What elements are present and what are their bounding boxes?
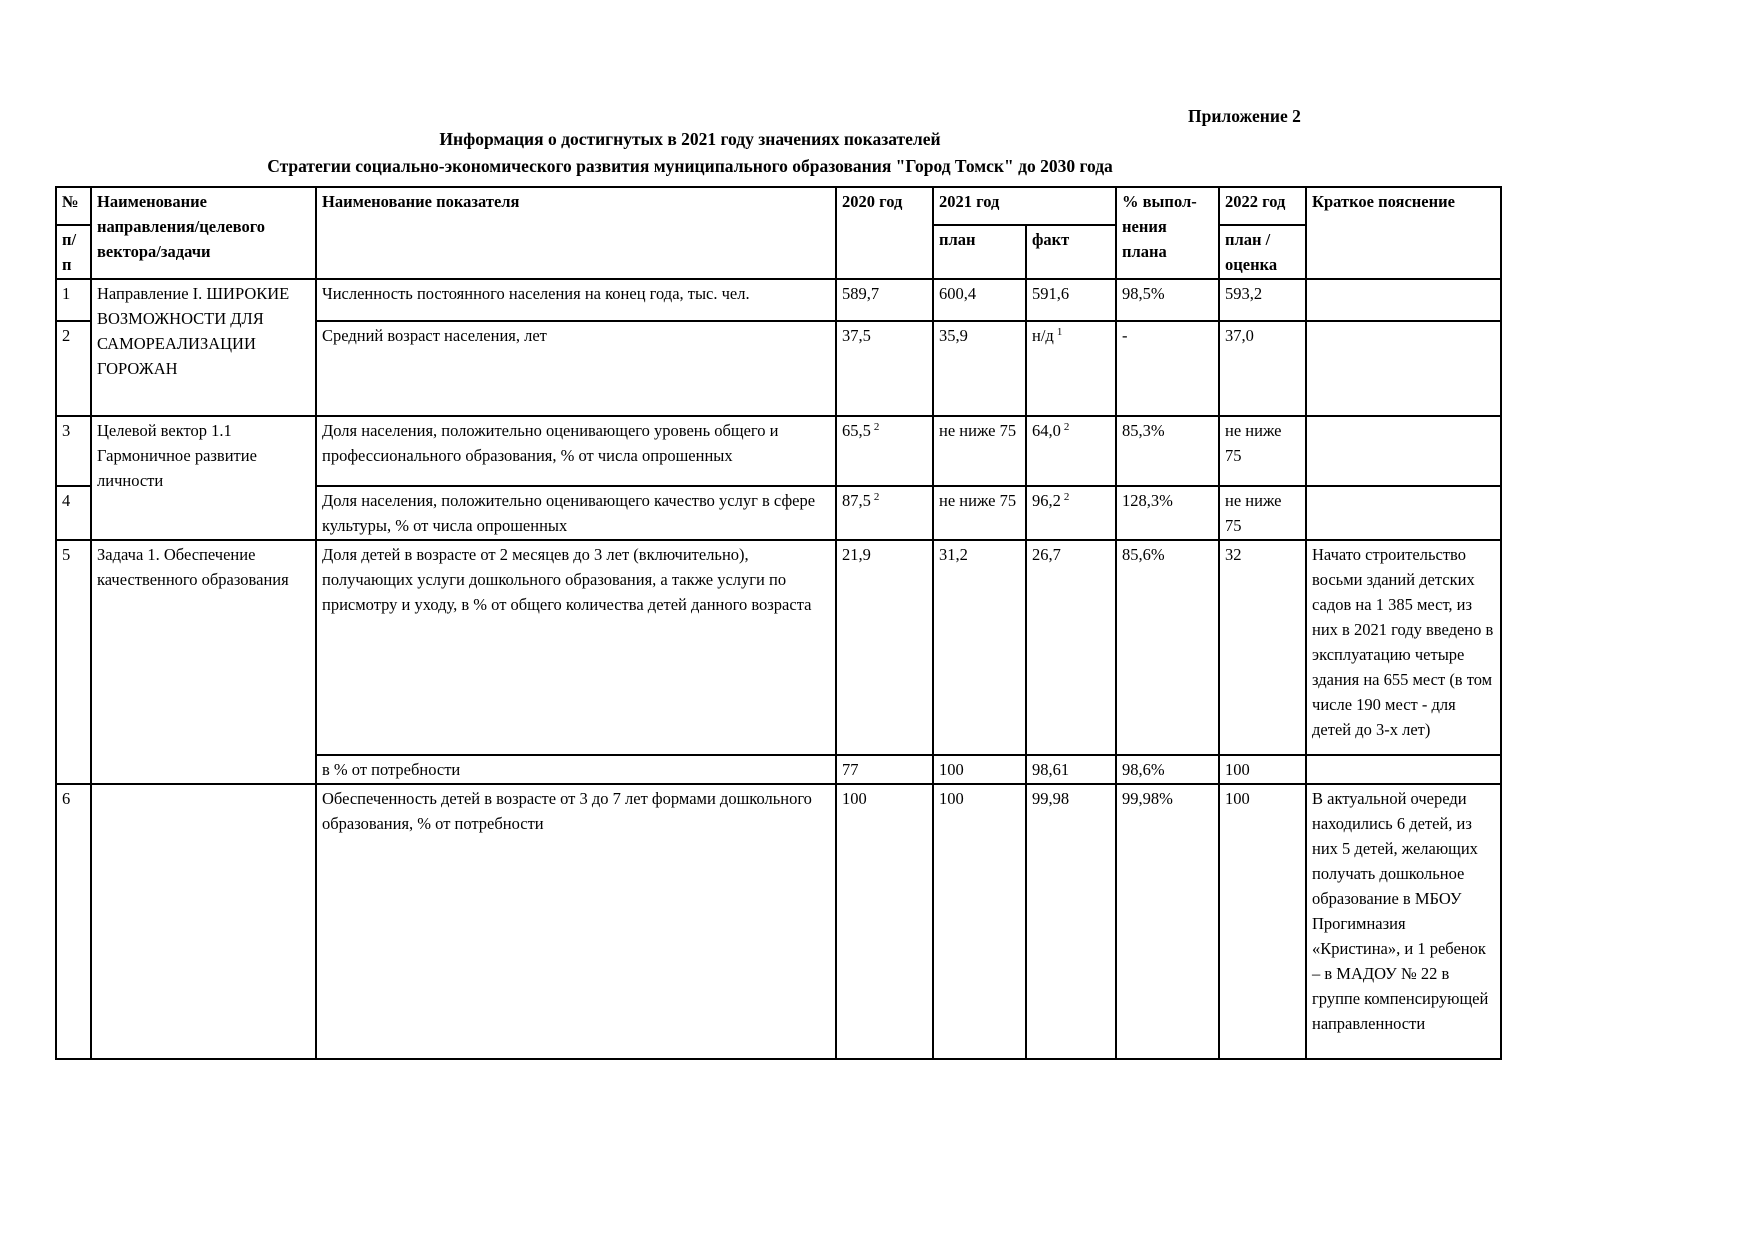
pct-cell: 98,5% bbox=[1116, 279, 1219, 321]
row-num-cell: 6 bbox=[56, 784, 91, 1059]
fact-2021-cell: 98,61 bbox=[1026, 755, 1116, 784]
plan-2021-cell: 100 bbox=[933, 755, 1026, 784]
pct-cell: - bbox=[1116, 321, 1219, 416]
row-num-cell: 3 bbox=[56, 416, 91, 486]
row-num-cell: 4 bbox=[56, 486, 91, 540]
pct-cell: 85,3% bbox=[1116, 416, 1219, 486]
table-row bbox=[56, 540, 1501, 755]
document-title bbox=[55, 126, 1325, 180]
indicator-cell: в % от потребности bbox=[316, 755, 836, 784]
indicator-cell: Обеспеченность детей в возрасте от 3 до 7 лет формами дошкольного образования, % от потребности bbox=[316, 784, 836, 1059]
title-line-2: Стратегии социально-экономического развития муниципального образования "Город Томск" до 2030 года bbox=[267, 156, 1113, 176]
value-2020-cell: 100 bbox=[836, 784, 933, 1059]
value-2020-cell: 589,7 bbox=[836, 279, 933, 321]
plan-2021-cell: 600,4 bbox=[933, 279, 1026, 321]
note-cell bbox=[1306, 321, 1501, 416]
col-header-2020: 2020 год bbox=[836, 187, 933, 279]
value-2022-cell: не ниже 75 bbox=[1219, 416, 1306, 486]
plan-2021-cell: не ниже 75 bbox=[933, 486, 1026, 540]
title-line-1: Информация о достигнутых в 2021 году значениях показателей bbox=[439, 129, 941, 149]
row-num-cell: 5 bbox=[56, 540, 91, 784]
fact-2021-cell: 26,7 bbox=[1026, 540, 1116, 755]
value-2022-cell: 32 bbox=[1219, 540, 1306, 755]
note-cell bbox=[1306, 486, 1501, 540]
col-header-indicator: Наименование показателя bbox=[316, 187, 836, 279]
pct-cell: 99,98% bbox=[1116, 784, 1219, 1059]
note-cell: Начато строительство восьми зданий детских садов на 1 385 мест, из них в 2021 году введено в эксплуатацию четыре здания на 655 мест (в том числе 190 мест - для детей до 3-х лет) bbox=[1306, 540, 1501, 755]
col-header-num: № bbox=[56, 187, 91, 225]
plan-2021-cell: 31,2 bbox=[933, 540, 1026, 755]
col-header-2021: 2021 год bbox=[933, 187, 1116, 225]
indicator-cell: Доля населения, положительно оценивающего качество услуг в сфере культуры, % от числа опрошенных bbox=[316, 486, 836, 540]
note-cell: В актуальной очереди находились 6 детей, из них 5 детей, желающих получать дошкольное образование в МБОУ Прогимназия «Кристина», и 1 ребенок – в МАДОУ № 22 в группе компенсирующей направленности bbox=[1306, 784, 1501, 1059]
indicator-cell: Численность постоянного населения на конец года, тыс. чел. bbox=[316, 279, 836, 321]
value-2020-cell: 21,9 bbox=[836, 540, 933, 755]
value-2022-cell: 100 bbox=[1219, 784, 1306, 1059]
direction-cell bbox=[91, 784, 316, 1059]
col-header-pct-plan: % выпол-нения плана bbox=[1116, 187, 1219, 279]
value-2020-cell: 65,5 $^2$ bbox=[836, 416, 933, 486]
col-header-2022: 2022 год bbox=[1219, 187, 1306, 225]
annex-label: Приложение 2 bbox=[1188, 106, 1301, 126]
table-row bbox=[56, 784, 1501, 1059]
plan-2021-cell: не ниже 75 bbox=[933, 416, 1026, 486]
col-header-2021-plan: план bbox=[933, 225, 1026, 279]
fact-2021-cell: 591,6 bbox=[1026, 279, 1116, 321]
fact-2021-cell: 96,2 $^2$ bbox=[1026, 486, 1116, 540]
fact-2021-cell: 99,98 bbox=[1026, 784, 1116, 1059]
col-header-num-sub: п/п bbox=[56, 225, 91, 279]
table-row bbox=[56, 279, 1501, 321]
pct-cell: 85,6% bbox=[1116, 540, 1219, 755]
fact-2021-cell: н/д $^1$ bbox=[1026, 321, 1116, 416]
note-cell bbox=[1306, 416, 1501, 486]
row-num-cell: 1 bbox=[56, 279, 91, 321]
row-num-cell: 2 bbox=[56, 321, 91, 416]
pct-cell: 128,3% bbox=[1116, 486, 1219, 540]
note-cell bbox=[1306, 279, 1501, 321]
col-header-direction: Наименование направления/целевого вектора/задачи bbox=[91, 187, 316, 279]
indicators-table bbox=[55, 186, 1502, 1060]
direction-cell: Целевой вектор 1.1 Гармоничное развитие личности bbox=[91, 416, 316, 540]
col-header-note: Краткое пояснение bbox=[1306, 187, 1501, 279]
indicator-cell: Доля детей в возрасте от 2 месяцев до 3 лет (включительно), получающих услуги дошкольного образования, а также услуги по присмотру и уходу, в % от общего количества детей данного возраста bbox=[316, 540, 836, 755]
value-2020-cell: 77 bbox=[836, 755, 933, 784]
plan-2021-cell: 100 bbox=[933, 784, 1026, 1059]
col-header-2022-plan-estimate: план / оценка bbox=[1219, 225, 1306, 279]
pct-cell: 98,6% bbox=[1116, 755, 1219, 784]
plan-2021-cell: 35,9 bbox=[933, 321, 1026, 416]
col-header-2021-fact: факт bbox=[1026, 225, 1116, 279]
indicator-cell: Доля населения, положительно оценивающего уровень общего и профессионального образования, % от числа опрошенных bbox=[316, 416, 836, 486]
direction-cell: Задача 1. Обеспечение качественного образования bbox=[91, 540, 316, 784]
direction-cell: Направление I. ШИРОКИЕ ВОЗМОЖНОСТИ ДЛЯ САМОРЕАЛИЗАЦИИ ГОРОЖАН bbox=[91, 279, 316, 416]
value-2020-cell: 87,5 $^2$ bbox=[836, 486, 933, 540]
value-2022-cell: 593,2 bbox=[1219, 279, 1306, 321]
indicator-cell: Средний возраст населения, лет bbox=[316, 321, 836, 416]
fact-2021-cell: 64,0 $^2$ bbox=[1026, 416, 1116, 486]
value-2022-cell: 37,0 bbox=[1219, 321, 1306, 416]
value-2022-cell: не ниже 75 bbox=[1219, 486, 1306, 540]
table-row bbox=[56, 416, 1501, 486]
value-2020-cell: 37,5 bbox=[836, 321, 933, 416]
value-2022-cell: 100 bbox=[1219, 755, 1306, 784]
note-cell bbox=[1306, 755, 1501, 784]
